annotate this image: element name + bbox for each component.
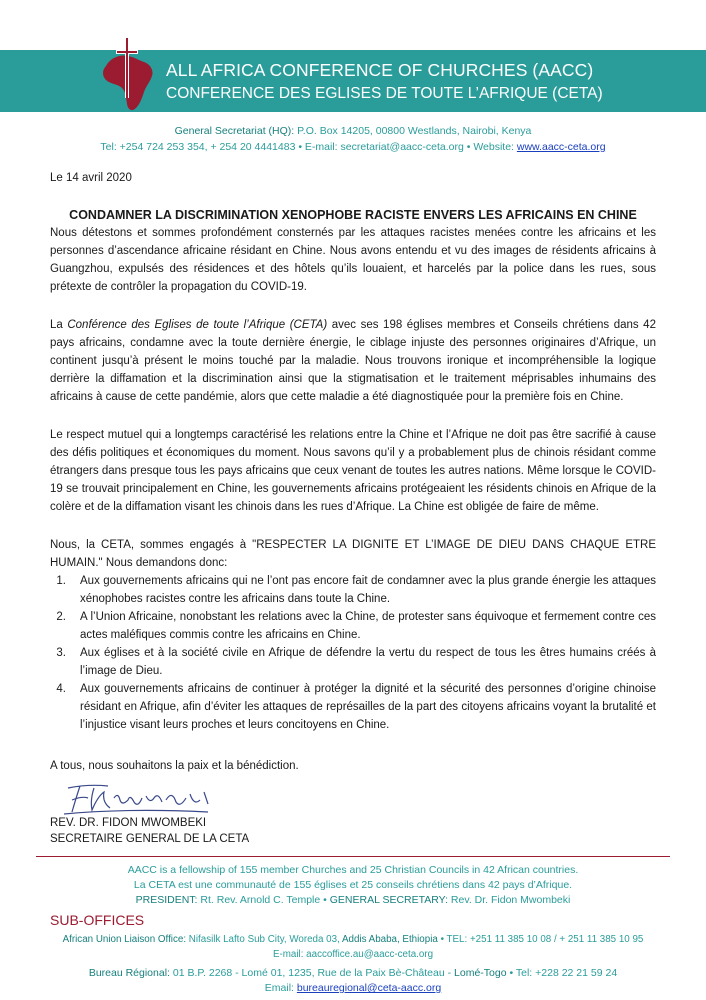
- regional-office-tel: • Tel: +228 22 21 59 24: [506, 967, 618, 979]
- regional-office: [0, 966, 706, 996]
- au-office-label: African Union Liaison Office:: [62, 934, 187, 945]
- paragraph-4: Nous, la CETA, sommes engagés à "RESPECTER LA DIGNITE ET L’IMAGE DE DIEU DANS CHAQUE ETRE HUMAIN." Nous demandons donc:: [50, 539, 656, 569]
- fellowship-line-en: AACC is a fellowship of 155 member Churches and 25 Christian Councils in 42 African countries.: [127, 864, 579, 876]
- au-liaison-office: [0, 932, 706, 962]
- list-item: [50, 680, 656, 734]
- paragraph-2: [50, 316, 656, 406]
- footer-divider: [36, 856, 670, 857]
- signer-name: REV. DR. FIDON MWOMBEKI: [50, 817, 207, 829]
- list-item-text: Aux églises et à la société civile en Afrique de défendre la vertu du respect de tous les êtres humains créés à l’image de Dieu.: [80, 647, 656, 677]
- paragraph-1: Nous détestons et sommes profondément consternés par les attaques racistes menées contre les africains et les personnes d’ascendance africaine résidant en Chine. Nous avons entendu et vu des images de résidents africains à Guangzhou, expulsés des résidences et des hôtels qu’ils louaient, et harcelés par la police dans les rues, sous prétexte de contrôler la propagation du COVID-19.: [50, 227, 656, 293]
- au-office-tel: • TEL: +251 11 385 10 08 / + 251 11 385 10 95: [437, 934, 644, 945]
- regional-email-link[interactable]: bureauregional@ceta-aacc.org: [296, 982, 442, 994]
- au-office-address: Nifasilk Lafto Sub City, Woreda 03,: [186, 934, 342, 945]
- letter-heading: CONDAMNER LA DISCRIMINATION XENOPHOBE RACISTE ENVERS LES AFRICAINS EN CHINE: [69, 208, 637, 222]
- list-item: [50, 644, 656, 680]
- contact-tel-email: Tel: +254 724 253 354, + 254 20 4441483 • E-mail: secretariat@aacc-ceta.org • Website:: [100, 141, 517, 153]
- au-office-line: [0, 932, 706, 947]
- president-label: PRESIDENT:: [135, 894, 198, 906]
- fellowship-info: [0, 863, 706, 908]
- president-name: Rt. Rev. Arnold C. Temple •: [197, 894, 330, 906]
- general-secretary-name: Rev. Dr. Fidon Mwombeki: [448, 894, 571, 906]
- list-item-number: 2.: [56, 611, 66, 623]
- signer-block: [50, 815, 249, 847]
- regional-office-line: [0, 966, 706, 981]
- au-office-email: E-mail: aaccoffice.au@aacc-ceta.org: [272, 949, 434, 960]
- list-item: [50, 608, 656, 644]
- closing-line: A tous, nous souhaitons la paix et la bénédiction.: [50, 760, 299, 772]
- list-item-number: 1.: [56, 575, 66, 587]
- letter-date: Le 14 avril 2020: [50, 172, 132, 184]
- au-office-city: Addis Ababa, Ethiopia: [341, 934, 438, 945]
- regional-email-prefix: Email:: [264, 982, 297, 994]
- africa-cross-logo-icon: [96, 36, 162, 114]
- regional-office-address: 01 B.P. 2268 - Lomé 01, 1235, Rue de la Paix Bè-Château -: [169, 967, 455, 979]
- general-secretary-label: GENERAL SECRETARY:: [329, 894, 449, 906]
- signer-title: SECRETAIRE GENERAL DE LA CETA: [50, 833, 250, 845]
- signature-image: [58, 778, 218, 818]
- list-item-number: 4.: [56, 683, 66, 695]
- secretariat-label: General Secretariat (HQ):: [174, 125, 295, 137]
- website-link[interactable]: www.aacc-ceta.org: [516, 141, 606, 153]
- secretariat-address-text: P.O. Box 14205, 00800 Westlands, Nairobi, Kenya: [294, 125, 532, 137]
- leadership-line: [0, 893, 706, 908]
- organization-title: ALL AFRICA CONFERENCE OF CHURCHES (AACC): [166, 60, 594, 80]
- list-item-text: Aux gouvernements africains qui ne l’ont pas encore fait de condamner avec la plus grande énergie les attaques xénophobes racistes contre les africains dans toute la Chine.: [80, 575, 656, 605]
- paragraph-3: Le respect mutuel qui a longtemps caractérisé les relations entre la Chine et l’Afrique ne doit pas être sacrifié à cause des défis politiques et économiques du moment. Nous savons qu’il y a probablement plus de chinois résidant comme étrangers dans presque tous les pays africains que ceux venant de toutes les autres nations. Même lorsque le COVID-19 se trouvait principalement en Chine, les gouvernements africains protégeaient les résidents chinois en Afrique de la colère et de la diffamation visant les chinois dans les rues d’Afrique. La Chine est obligée de faire de même.: [50, 429, 656, 513]
- list-item: [50, 572, 656, 608]
- demands-list: [50, 572, 656, 734]
- regional-office-label: Bureau Régional:: [88, 967, 170, 979]
- paragraph-2-prefix: La: [50, 319, 68, 331]
- list-item-text: A l’Union Africaine, nonobstant les relations avec la Chine, de protester sans équivoque et fermement contre ces actes maléfiques commis contre les africains en Chine.: [80, 611, 656, 641]
- organization-subtitle: CONFERENCE DES EGLISES DE TOUTE L’AFRIQUE (CETA): [166, 85, 603, 102]
- regional-office-email-line: [0, 981, 706, 996]
- paragraph-2-rest: avec ses 198 églises membres et Conseils chrétiens dans 42 pays africains, condamne avec la toute dernière énergie, le ciblage injuste des personnes originaires d’Afrique, un continent jusqu’à présent le moins touché par la maladie. Nous trouvons ironique et incompréhensible la logique derrière la diffamation et la discrimination ainsi que la stigmatisation et le traitement méprisables inhumains des africains à cause de cette pandémie, alors que cette maladie a été diagnostiquée pour la première fois en Chine.: [50, 319, 656, 403]
- list-item-text: Aux gouvernements africains de continuer à protéger la dignité et la sécurité des personnes d’origine chinoise résidant en Afrique, afin d’éviter les attaques de représailles de la part des citoyens africains voyant la brutalité et l’injustice visant leurs proches et leurs concitoyens en Chine.: [80, 683, 656, 731]
- sub-offices-heading: SUB-OFFICES: [50, 912, 145, 928]
- fellowship-line-fr: La CETA est une communauté de 155 églises et 25 conseils chrétiens dans 42 pays d’Afrique.: [133, 879, 573, 891]
- secretariat-address: [0, 125, 706, 137]
- paragraph-2-italic: Conférence des Eglises de toute l’Afrique (CETA): [67, 319, 328, 331]
- list-item-number: 3.: [56, 647, 66, 659]
- contact-line: [0, 141, 706, 153]
- regional-office-city: Lomé-Togo: [454, 967, 507, 979]
